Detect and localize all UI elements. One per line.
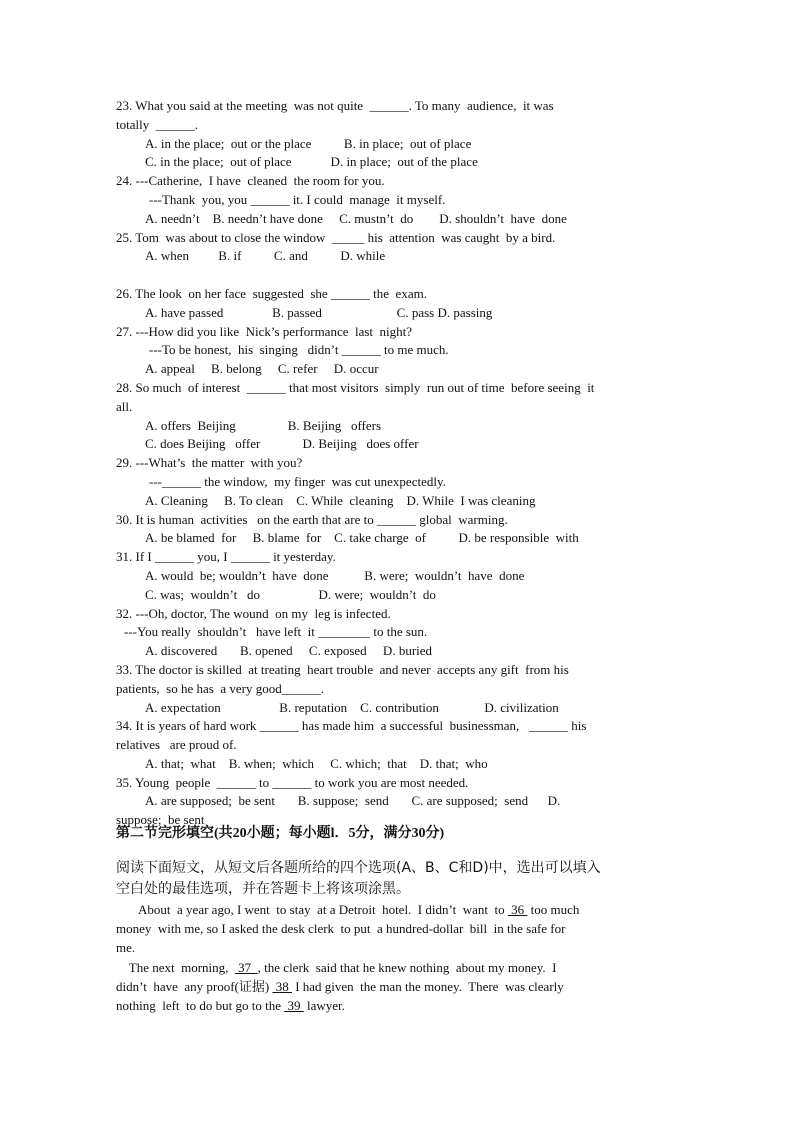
q28-stem: all. (116, 398, 133, 414)
section-heading: 第二节完形填空(共20小题；每小题l．5分，满分30分) (116, 826, 445, 841)
instruction-line-1: 阅读下面短文，从短文后各题所给的四个选项(A、B、C和D)中，选出可以填入 (116, 860, 601, 876)
q32-reply: ---You really shouldn’t have left it ________ to the sun. (124, 624, 428, 640)
q35-options-tail: suppose; be sent (116, 812, 205, 828)
q33-stem: patients, so he has a very good______. (116, 680, 324, 696)
q24-options: A. needn’t B. needn’t have done C. mustn’t do D. shouldn’t have done (145, 210, 567, 226)
passage-paragraph-1-line-2: money with me, so I asked the desk clerk to put a hundred-dollar bill in the safe for (116, 921, 566, 937)
passage-paragraph-2-line-2: didn’t have any proof(证据) 38 I had given the man the money. There was clearly (116, 978, 564, 994)
instruction-line-2: 空白处的最佳选项，并在答题卡上将该项涂黑。 (116, 881, 410, 897)
q24-stem: 24. ---Catherine, I have cleaned the room for you. (116, 173, 385, 189)
q25-options: A. when B. if C. and D. while (145, 248, 386, 264)
q35-options: A. are supposed; be sent B. suppose; send C. are supposed; send D. (145, 793, 561, 809)
exam-page (116, 97, 678, 830)
q23-stem: totally ______. (116, 116, 198, 132)
q30-options: A. be blamed for B. blame for C. take charge of D. be responsible with (145, 530, 579, 546)
blank-37[interactable]: 37 (234, 959, 258, 975)
q25-stem: 25. Tom was about to close the window _____ his attention was caught by a bird. (116, 229, 556, 245)
section-two (116, 824, 686, 1015)
blank-36[interactable]: 36 (507, 902, 528, 917)
q32-stem: 32. ---Oh, doctor, The wound on my leg is infected. (116, 605, 391, 621)
q23-stem: 23. What you said at the meeting was not quite ______. To many audience, it was (116, 98, 554, 113)
q29-stem: 29. ---What’s the matter with you? (116, 455, 303, 471)
q24-reply: ---Thank you, you ______ it. I could manage it myself. (149, 191, 446, 207)
q28-options: C. does Beijing offer D. Beijing does offer (145, 436, 419, 452)
q23-options: A. in the place; out or the place B. in place; out of place (145, 135, 472, 151)
passage-paragraph-1-line-1: About a year ago, I went to stay at a Detroit hotel. I didn’t want to 36 too much (116, 902, 580, 917)
q29-options: A. Cleaning B. To clean C. While cleaning D. While I was cleaning (145, 492, 536, 508)
q34-stem: relatives are proud of. (116, 737, 237, 753)
blank-39[interactable]: 39 (284, 998, 304, 1014)
q35-stem: 35. Young people ______ to ______ to work you are most needed. (116, 774, 469, 790)
q32-options: A. discovered B. opened C. exposed D. buried (145, 643, 433, 659)
q34-stem: 34. It is years of hard work ______ has made him a successful businessman, ______ his (116, 718, 587, 734)
passage-paragraph-1-line-3: me. (116, 940, 136, 956)
q26-options: A. have passed B. passed C. pass D. passing (145, 304, 493, 320)
q27-stem: 27. ---How did you like Nick’s performance last night? (116, 323, 413, 339)
q23-options: C. in the place; out of place D. in place; out of the place (145, 154, 478, 170)
q26-stem: 26. The look on her face suggested she ______ the exam. (116, 285, 427, 301)
q28-options: A. offers Beijing B. Beijing offers (145, 417, 382, 433)
passage-paragraph-2-line-1: The next morning, 37 , the clerk said that he knew nothing about my money. I (116, 959, 557, 975)
q31-stem: 31. If I ______ you, I ______ it yesterday. (116, 549, 336, 565)
passage-paragraph-2-line-3: nothing left to do but go to the 39 lawyer. (116, 998, 345, 1014)
q27-options: A. appeal B. belong C. refer D. occur (145, 361, 379, 377)
q34-options: A. that; what B. when; which C. which; that D. that; who (145, 755, 488, 771)
q29-reply: ---______ the window, my finger was cut unexpectedly. (149, 473, 446, 489)
q30-stem: 30. It is human activities on the earth that are to ______ global warming. (116, 511, 508, 527)
q28-stem: 28. So much of interest ______ that most visitors simply run out of time before seeing it (116, 379, 595, 395)
q27-reply: ---To be honest, his singing didn’t ______ to me much. (149, 342, 449, 358)
spacer (116, 266, 678, 285)
q31-options: A. would be; wouldn’t have done B. were; wouldn’t have done (145, 567, 525, 583)
q33-stem: 33. The doctor is skilled at treating heart trouble and never accepts any gift from his (116, 661, 569, 677)
q33-options: A. expectation B. reputation C. contribution D. civilization (145, 699, 559, 715)
blank-38[interactable]: 38 (272, 978, 292, 994)
q31-options: C. was; wouldn’t do D. were; wouldn’t do (145, 586, 436, 602)
